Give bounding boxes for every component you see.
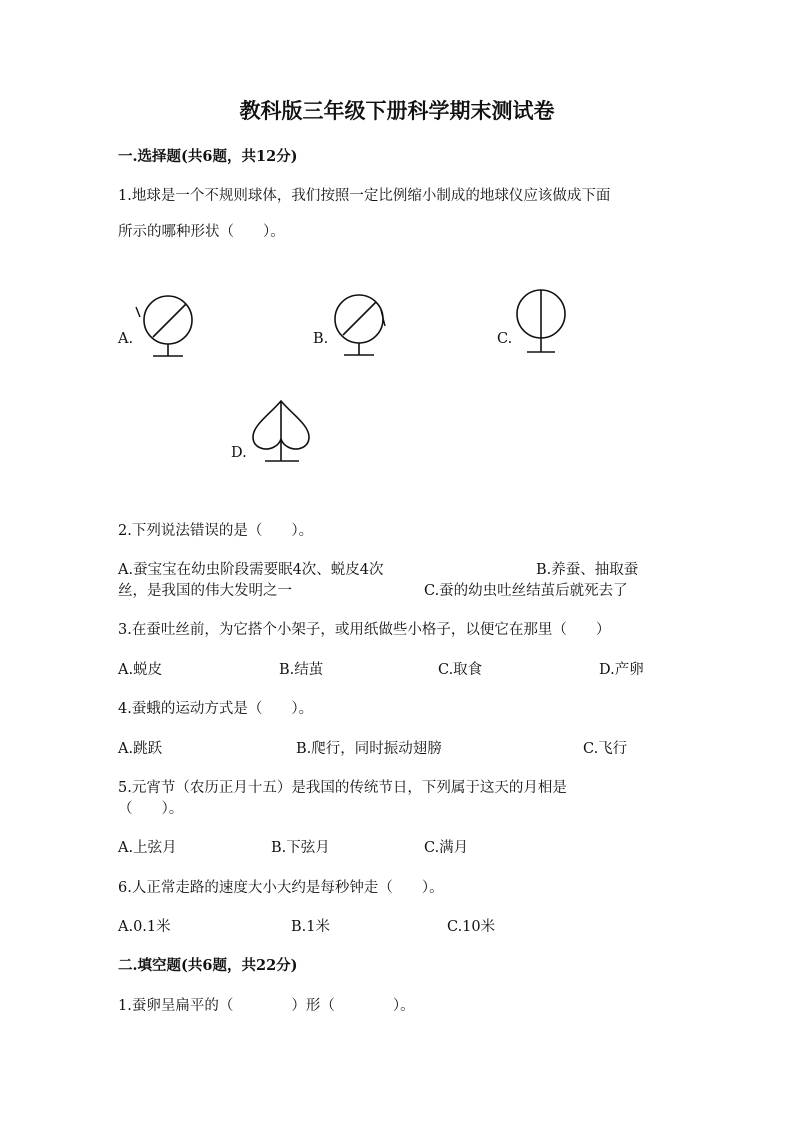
q1-option-d-label: D. (231, 445, 247, 461)
q1-option-b-globe-icon (330, 290, 400, 360)
q1-option-c-globe-icon (512, 288, 572, 358)
q5-stem-line2: （ ）。 (118, 801, 184, 817)
q1-option-a-globe-icon (135, 295, 205, 365)
q6-option-b: B.1米 (291, 919, 330, 935)
q6-option-a: A.0.1米 (118, 919, 171, 935)
q5-option-b: B.下弦月 (271, 840, 330, 856)
q5-option-a: A.上弦月 (118, 840, 177, 856)
section2-heading: 二.填空题(共6题，共22分) (118, 957, 298, 974)
q4-option-c: C.飞行 (583, 741, 628, 757)
q2-option-b-line1: B.养蚕、抽取蚕 (536, 562, 639, 578)
q1-stem-line2: 所示的哪种形状（ ）。 (118, 224, 285, 240)
q2-option-b-line2: 丝，是我国的伟大发明之一 (118, 583, 292, 599)
q1-stem-line1: 1.地球是一个不规则球体，我们按照一定比例缩小制成的地球仪应该做成下面 (118, 188, 611, 204)
q3-option-d: D.产卵 (599, 662, 644, 678)
q6-option-c: C.10米 (447, 919, 496, 935)
q3-option-b: B.结茧 (279, 662, 324, 678)
q2-stem: 2.下列说法错误的是（ ）。 (118, 523, 314, 539)
q2-option-a: A.蚕宝宝在幼虫阶段需要眠4次、蜕皮4次 (118, 562, 384, 578)
q5-option-c: C.满月 (424, 840, 469, 856)
q1-option-d-spade-shape-icon (250, 398, 314, 468)
q4-option-b: B.爬行，同时振动翅膀 (296, 741, 442, 757)
q4-stem: 4.蚕蛾的运动方式是（ ）。 (118, 701, 314, 717)
q3-stem: 3.在蚕吐丝前，为它搭个小架子，或用纸做些小格子，以便它在那里（ ） (118, 622, 611, 638)
section1-heading: 一.选择题(共6题，共12分) (118, 148, 298, 165)
q3-option-c: C.取食 (438, 662, 483, 678)
fill-q1-stem: 1.蚕卵呈扁平的（ ）形（ ）。 (118, 998, 415, 1014)
q4-option-a: A.跳跃 (118, 741, 163, 757)
q6-stem: 6.人正常走路的速度大小大约是每秒钟走（ ）。 (118, 880, 444, 896)
q5-stem-line1: 5.元宵节（农历正月十五）是我国的传统节日，下列属于这天的月相是 (118, 780, 567, 796)
q1-option-a-label: A. (118, 331, 134, 347)
exam-title: 教科版三年级下册科学期末测试卷 (239, 98, 555, 123)
q1-option-c-label: C. (497, 331, 513, 347)
q2-option-c: C.蚕的幼虫吐丝结茧后就死去了 (424, 583, 628, 599)
q3-option-a: A.蜕皮 (118, 662, 163, 678)
q1-option-b-label: B. (313, 331, 329, 347)
